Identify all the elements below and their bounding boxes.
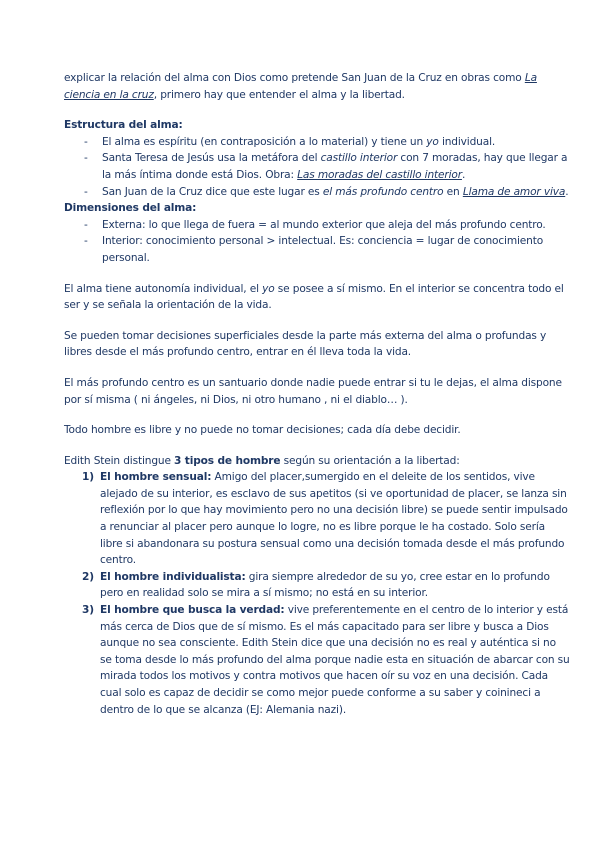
item-number: 1) — [82, 471, 94, 484]
spacer — [64, 267, 570, 281]
paragraph-libertad: Todo hombre es libre y no puede no tomar decisiones; cada día debe decidir. — [64, 424, 461, 437]
list-item-text: con 7 moradas, hay que llegar a la más íntima donde está Dios. Obra: — [102, 152, 568, 181]
list-item — [84, 134, 570, 151]
list-item-text: . — [565, 185, 569, 198]
paragraph-autonomia — [64, 281, 570, 314]
list-item — [84, 184, 570, 201]
dimensiones-list — [64, 217, 570, 267]
item-text: gira siempre alrededor de su yo, cree estar en lo profundo pero en realidad solo se mira a sí mismo; no está en su interior. — [100, 570, 550, 600]
item-number: 3) — [82, 604, 94, 617]
intro-paragraph — [64, 70, 570, 103]
intro-text-end: , primero hay que entender el alma y la libertad. — [153, 88, 405, 101]
item-text: Amigo del placer,sumergido en el deleite de los sentidos, vive alejado de su interior, es esclavo de sus apetitos (si ve oportunidad de placer, se lanza sin reflexión por lo que hay movimiento pero no una decisión libre) se puede sentir impulsado a renunciar al placer pero aunque lo logre, no es libre porque le ha costado. Solo sería libre si abandonara su postura sensual como una decisión tomada desde el más profundo centro. — [100, 471, 568, 567]
list-item: - Externa: lo que llega de fuera = al mundo exterior que aleja del más profundo centro. — [84, 217, 570, 234]
list-item-text: . — [461, 168, 466, 181]
italic-yo: yo — [262, 282, 275, 295]
link-las-moradas[interactable]: Las moradas del castillo interior — [297, 168, 462, 181]
paragraph-decisiones: Se pueden tomar decisiones superficiales desde la parte más externa del alma o profundas y libres desde el más profundo centro, entrar en él lleva toda la vida. — [64, 329, 547, 359]
italic-profundo-centro: el más profundo centro — [322, 185, 444, 198]
item-number: 2) — [82, 570, 94, 583]
paragraph-edith-stein — [64, 453, 570, 470]
item-title: El hombre individualista: — [100, 570, 246, 583]
item-title: El hombre sensual: — [100, 471, 212, 484]
paragraph-text: El alma tiene autonomía individual, el — [64, 282, 263, 295]
paragraph-text: se posee a sí mismo. En el interior se concentra todo el ser y se señala la orientación de la vida. — [64, 282, 564, 312]
link-la-ciencia-en-la-cruz[interactable]: La ciencia en la cruz — [64, 72, 537, 101]
italic-castillo-interior: castillo interior — [320, 152, 398, 165]
paragraph-text: Edith Stein distingue — [64, 454, 175, 467]
list-item-text: El alma es espíritu (en contraposición a lo material) y tiene un — [102, 135, 427, 148]
list-item: - Interior: conocimiento personal > intelectual. Es: conciencia = lugar de conocimiento personal. — [84, 233, 570, 266]
paragraph-text: según su orientación a la libertad: — [280, 454, 460, 467]
list-item — [82, 602, 570, 718]
list-item — [82, 469, 570, 569]
list-item — [84, 150, 570, 183]
list-item-text: San Juan de la Cruz dice que este lugar es — [102, 185, 323, 198]
list-item — [82, 569, 570, 602]
heading-dimensiones: Dimensiones del alma: — [64, 202, 197, 215]
list-item-text: Santa Teresa de Jesús usa la metáfora del — [102, 152, 321, 165]
item-text: vive preferentemente en el centro de lo interior y está más cerca de Dios que de sí mismo. Es el más capacitado para ser libre y busca a Dios aunque no sea consciente. Edith Stein dice que una decisión no es real y auténtica si no se toma desde lo más profundo del alma porque nadie esta en situación de abarcar con su mirada todos los motivos y contra motivos que hacen oír su voz en una decisión. Cada cual solo es capaz de decidir se como mejor puede conforme a su saber y coinineci a dentro de lo que se alcanza (EJ: Alemania nazi). — [100, 604, 570, 716]
bold-tipos-hombre: 3 tipos de hombre — [174, 454, 281, 467]
document-body — [64, 70, 570, 718]
list-item-text: en — [443, 185, 463, 198]
list-item-text: individual. — [438, 135, 496, 148]
item-title: El hombre que busca la verdad: — [100, 604, 285, 617]
heading-estructura: Estructura del alma: — [64, 119, 183, 132]
tipos-hombre-list — [64, 469, 570, 718]
intro-text: explicar la relación del alma con Dios como pretende San Juan de la Cruz en obras como — [64, 72, 525, 84]
link-llama-de-amor-viva[interactable]: Llama de amor viva — [462, 185, 566, 198]
estructura-list — [64, 134, 570, 200]
italic-yo: yo — [426, 135, 439, 148]
paragraph-santuario: El más profundo centro es un santuario donde nadie puede entrar si tu le dejas, el alma dispone por sí misma ( ni ángeles, ni Dios, ni otro humano , ni el diablo… ). — [64, 376, 562, 406]
